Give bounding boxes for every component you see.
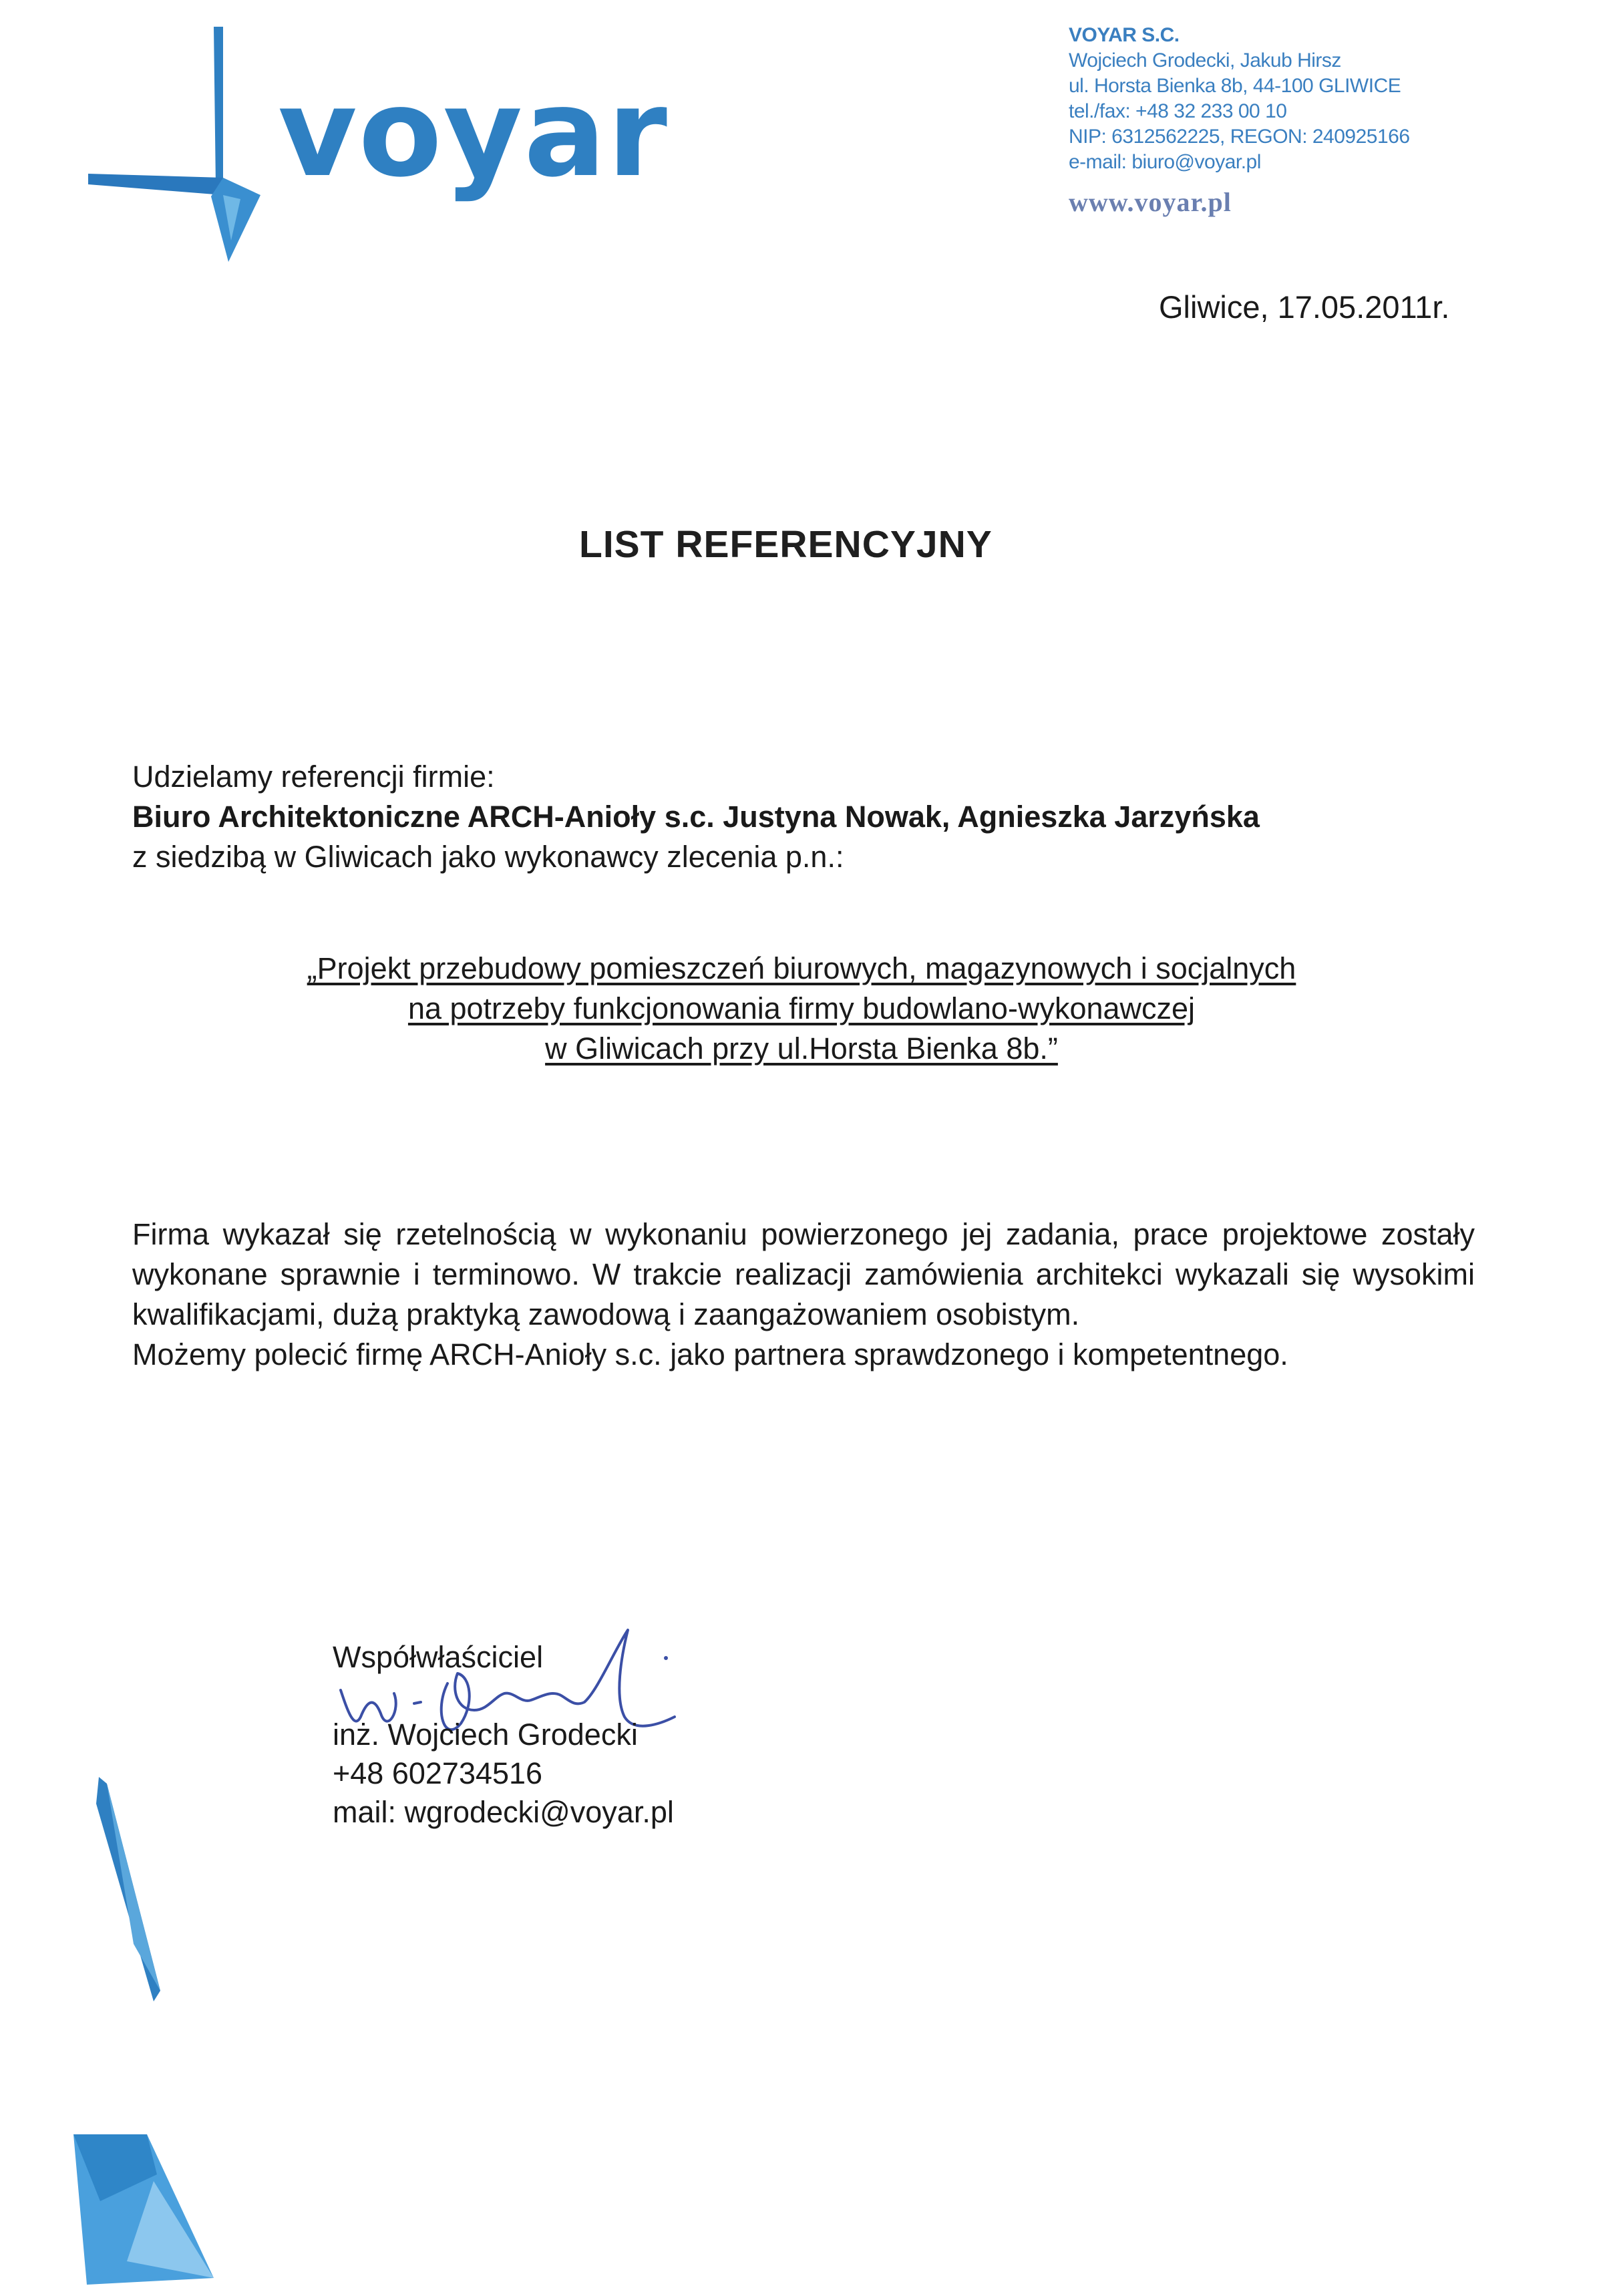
signature-block — [333, 1638, 934, 1832]
company-name: VOYAR S.C. — [1069, 24, 1180, 46]
company-header — [1069, 23, 1503, 218]
recipient-seat: z siedzibą w Gliwicach jako wykonawcy zlecenia p.n.: — [132, 840, 844, 874]
decorative-blade-shape — [94, 1777, 167, 2004]
project-title — [134, 949, 1469, 1069]
company-ids: NIP: 6312562225, REGON: 240925166 — [1069, 126, 1410, 148]
project-line-1: „Projekt przebudowy pomieszczeń biurowych, magazynowych i socjalnych — [307, 951, 1296, 985]
signatory-name: inż. Wojciech Grodecki — [333, 1717, 638, 1752]
signatory-phone: +48 602734516 — [333, 1756, 543, 1790]
company-address: ul. Horsta Bienka 8b, 44-100 GLIWICE — [1069, 75, 1401, 97]
voyar-logo — [80, 20, 669, 274]
recipient-block — [132, 757, 1468, 877]
logo-wordmark: voyar — [278, 62, 669, 204]
letter-title: LIST REFERENCYJNY — [579, 523, 993, 566]
decorative-corner-shape — [47, 2128, 220, 2288]
project-line-3: w Gliwicach przy ul.Horsta Bienka 8b.” — [545, 1031, 1058, 1065]
letter-body — [132, 1214, 1475, 1375]
letter-date: Gliwice, 17.05.2011r. — [1159, 289, 1450, 325]
project-line-2: na potrzeby funkcjonowania firmy budowlano-wykonawczej — [407, 991, 1196, 1025]
company-website[interactable]: www.voyar.pl — [1069, 187, 1232, 217]
voyar-logo-mark-icon — [80, 20, 281, 274]
body-paragraph: Firma wykazał się rzetelnością w wykonaniu powierzonego jej zadania, prace projektowe zostały wykonane sprawnie i terminowo. W trakcie realizacji zamówienia architekci wykazali się wysokimi kwalifikacjami, dużą praktyką zawodową i zaangażowaniem osobistym. — [132, 1217, 1475, 1331]
company-email[interactable]: e-mail: biuro@voyar.pl — [1069, 151, 1261, 173]
recipient-intro: Udzielamy referencji firmie: — [132, 760, 495, 794]
body-recommendation: Możemy polecić firmę ARCH-Anioły s.c. jako partnera sprawdzonego i kompetentnego. — [132, 1337, 1288, 1371]
recipient-firm: Biuro Architektoniczne ARCH-Anioły s.c. Justyna Nowak, Agnieszka Jarzyńska — [132, 800, 1260, 834]
signatory-mail[interactable]: mail: wgrodecki@voyar.pl — [333, 1795, 674, 1829]
company-owners: Wojciech Grodecki, Jakub Hirsz — [1069, 49, 1341, 71]
signatory-role: Współwłaściciel — [333, 1640, 544, 1674]
company-phone: tel./fax: +48 32 233 00 10 — [1069, 100, 1287, 122]
